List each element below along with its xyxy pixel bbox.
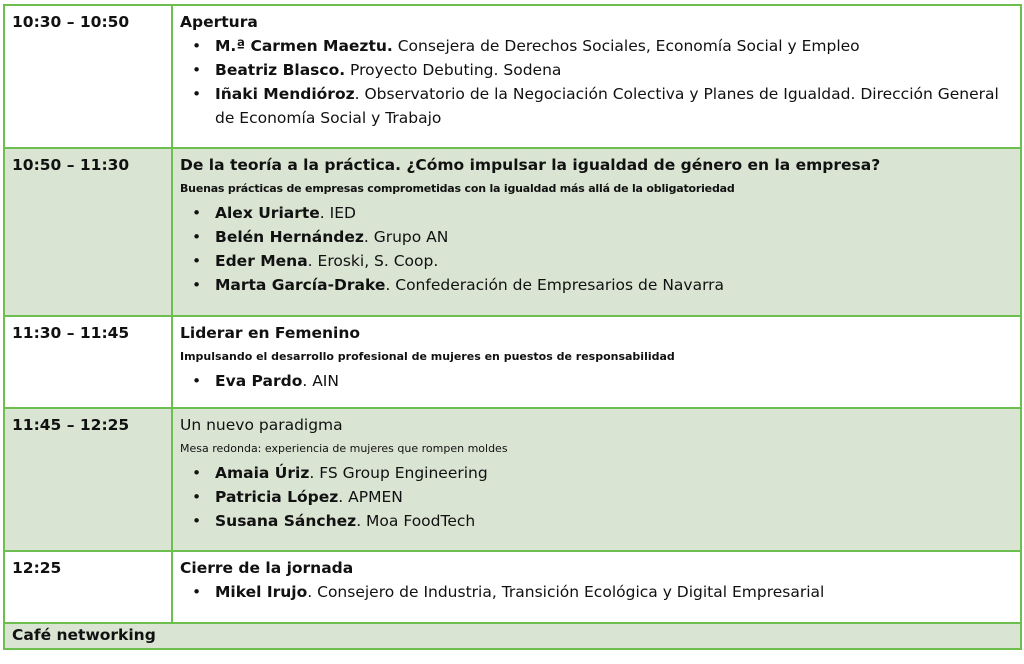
speaker-name: Alex Uriarte xyxy=(215,204,320,222)
cafe-networking: Café networking xyxy=(4,623,1021,649)
speaker-item xyxy=(192,201,1014,225)
time-slot: 10:50 – 11:30 xyxy=(4,148,172,316)
agenda-row xyxy=(4,5,1021,148)
speaker-item xyxy=(192,509,1014,533)
speaker-name: Patricia López xyxy=(215,488,339,506)
session-title: De la teoría a la práctica. ¿Cómo impulsar la igualdad de género en la empresa? xyxy=(180,156,881,174)
time-slot: 12:25 xyxy=(4,551,172,623)
speaker-item xyxy=(192,273,1014,297)
speaker-item xyxy=(192,580,1014,604)
session-title: Cierre de la jornada xyxy=(180,559,354,577)
speaker-name: Beatriz Blasco. xyxy=(215,61,346,79)
session-cell xyxy=(172,316,1021,408)
speaker-name: Amaia Úriz xyxy=(215,464,310,482)
speaker-org: . Moa FoodTech xyxy=(356,512,476,530)
session-cell xyxy=(172,408,1021,551)
session-title: Liderar en Femenino xyxy=(180,324,361,342)
speaker-org: . AIN xyxy=(302,372,339,390)
speaker-item xyxy=(192,485,1014,509)
speaker-list xyxy=(180,580,1014,604)
session-subtitle: Buenas prácticas de empresas comprometidas con la igualdad más allá de la obligatoriedad xyxy=(180,182,735,195)
session-cell xyxy=(172,148,1021,316)
speaker-org: . Grupo AN xyxy=(363,228,449,246)
agenda-row xyxy=(4,551,1021,623)
speaker-list xyxy=(180,201,1014,297)
speaker-org: . APMEN xyxy=(338,488,403,506)
session-title: Un nuevo paradigma xyxy=(180,416,343,434)
speaker-org: . Observatorio de la Negociación Colectiva y Planes de Igualdad. Dirección General de Economía Social y Trabajo xyxy=(215,85,999,127)
speaker-org: . Confederación de Empresarios de Navarra xyxy=(385,276,725,294)
speaker-list xyxy=(180,369,1014,393)
speaker-item xyxy=(192,461,1014,485)
agenda-row xyxy=(4,148,1021,316)
session-cell xyxy=(172,551,1021,623)
session-subtitle: Impulsando el desarrollo profesional de mujeres en puestos de responsabilidad xyxy=(180,350,675,363)
speaker-item xyxy=(192,34,1014,58)
time-slot: 10:30 – 10:50 xyxy=(4,5,172,148)
speaker-item xyxy=(192,249,1014,273)
speaker-name: Iñaki Mendióroz xyxy=(215,85,355,103)
speaker-name: Susana Sánchez xyxy=(215,512,357,530)
session-title: Apertura xyxy=(180,13,258,31)
speaker-name: Eva Pardo xyxy=(215,372,303,390)
speaker-org: Proyecto Debuting. Sodena xyxy=(345,61,562,79)
agenda-row xyxy=(4,408,1021,551)
speaker-item xyxy=(192,369,1014,393)
agenda-row xyxy=(4,316,1021,408)
footer-row xyxy=(4,623,1021,649)
speaker-list xyxy=(180,461,1014,533)
session-cell xyxy=(172,5,1021,148)
speaker-org: . Consejero de Industria, Transición Ecológica y Digital Empresarial xyxy=(307,583,825,601)
speaker-list xyxy=(180,34,1014,130)
speaker-org: Consejera de Derechos Sociales, Economía Social y Empleo xyxy=(392,37,860,55)
speaker-org: . Eroski, S. Coop. xyxy=(307,252,439,270)
time-slot: 11:45 – 12:25 xyxy=(4,408,172,551)
session-subtitle: Mesa redonda: experiencia de mujeres que rompen moldes xyxy=(180,442,508,455)
speaker-name: M.ª Carmen Maeztu. xyxy=(215,37,393,55)
speaker-item xyxy=(192,58,1014,82)
speaker-name: Eder Mena xyxy=(215,252,308,270)
time-slot: 11:30 – 11:45 xyxy=(4,316,172,408)
speaker-item xyxy=(192,225,1014,249)
speaker-name: Marta García-Drake xyxy=(215,276,386,294)
speaker-name: Belén Hernández xyxy=(215,228,364,246)
speaker-org: . IED xyxy=(319,204,356,222)
agenda-table xyxy=(3,4,1022,650)
speaker-org: . FS Group Engineering xyxy=(309,464,488,482)
speaker-item xyxy=(192,82,1014,130)
speaker-name: Mikel Irujo xyxy=(215,583,308,601)
